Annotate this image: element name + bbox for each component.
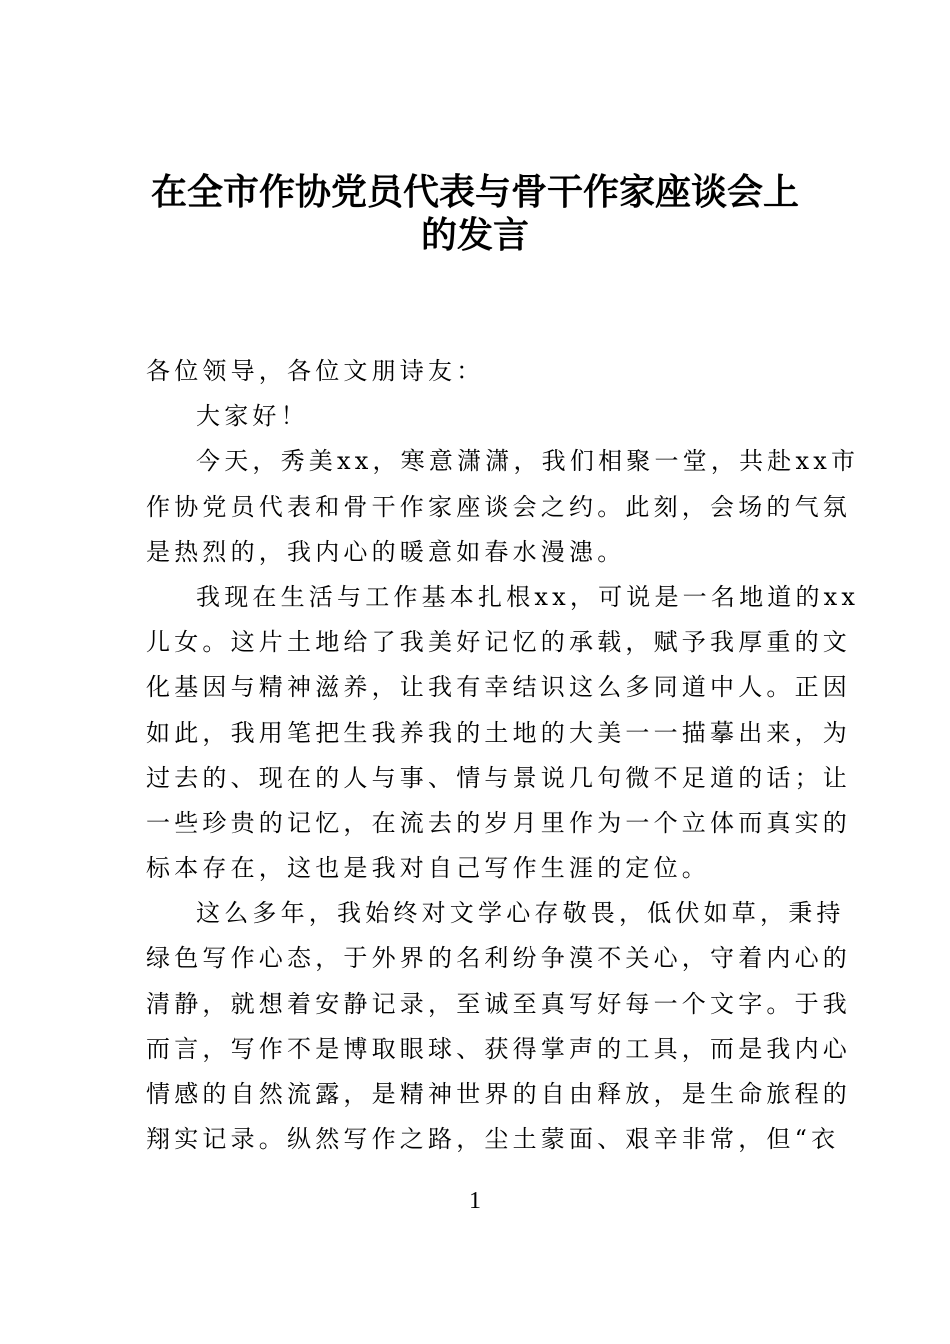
paragraph-1 <box>146 439 860 575</box>
document-title-line-1: 在全市作协党员代表与骨干作家座谈会上 <box>150 172 799 213</box>
paragraph-line: 一些珍贵的记忆，在流去的岁月里作为一个立体而真实的 <box>146 808 851 837</box>
greeting: 大家好！ <box>196 402 309 431</box>
paragraph-line: 儿女。这片土地给了我美好记忆的承载，赋予我厚重的文 <box>146 628 851 657</box>
paragraph-line: 我现在生活与工作基本扎根xx，可说是一名地道的xx <box>196 582 860 611</box>
paragraph-line: 过去的、现在的人与事、情与景说几句微不足道的话；让 <box>146 763 851 792</box>
paragraph-line: 是热烈的，我内心的暖意如春水漫漶。 <box>146 537 626 566</box>
paragraph-2 <box>146 575 860 891</box>
salutation: 各位领导，各位文朋诗友： <box>146 357 485 385</box>
paragraph-line: 翔实记录。纵然写作之路，尘土蒙面、艰辛非常，但“衣 <box>146 1125 840 1154</box>
paragraph-line: 化基因与精神滋养，让我有幸结识这么多同道中人。正因 <box>146 673 851 702</box>
document-body <box>146 349 860 1162</box>
paragraph-line: 清静，就想着安静记录，至诚至真写好每一个文字。于我 <box>146 989 851 1018</box>
paragraph-line: 作协党员代表和骨干作家座谈会之约。此刻，会场的气氛 <box>146 492 851 521</box>
paragraph-line: 今天，秀美xx，寒意潇潇，我们相聚一堂，共赴xx市 <box>196 447 860 476</box>
paragraph-line: 绿色写作心态，于外界的名利纷争漠不关心，守着内心的 <box>146 944 851 973</box>
page-number: 1 <box>469 1188 481 1214</box>
paragraph-line: 标本存在，这也是我对自己写作生涯的定位。 <box>146 854 710 883</box>
paragraph-line: 如此，我用笔把生我养我的土地的大美一一描摹出来，为 <box>146 718 851 747</box>
paragraph-line: 这么多年，我始终对文学心存敬畏，低伏如草，秉持 <box>196 899 845 928</box>
document-title-line-2: 的发言 <box>420 215 529 256</box>
paragraph-3 <box>146 891 851 1162</box>
paragraph-line: 情感的自然流露，是精神世界的自由释放，是生命旅程的 <box>146 1080 851 1108</box>
paragraph-line: 而言，写作不是博取眼球、获得掌声的工具，而是我内心 <box>146 1034 851 1063</box>
